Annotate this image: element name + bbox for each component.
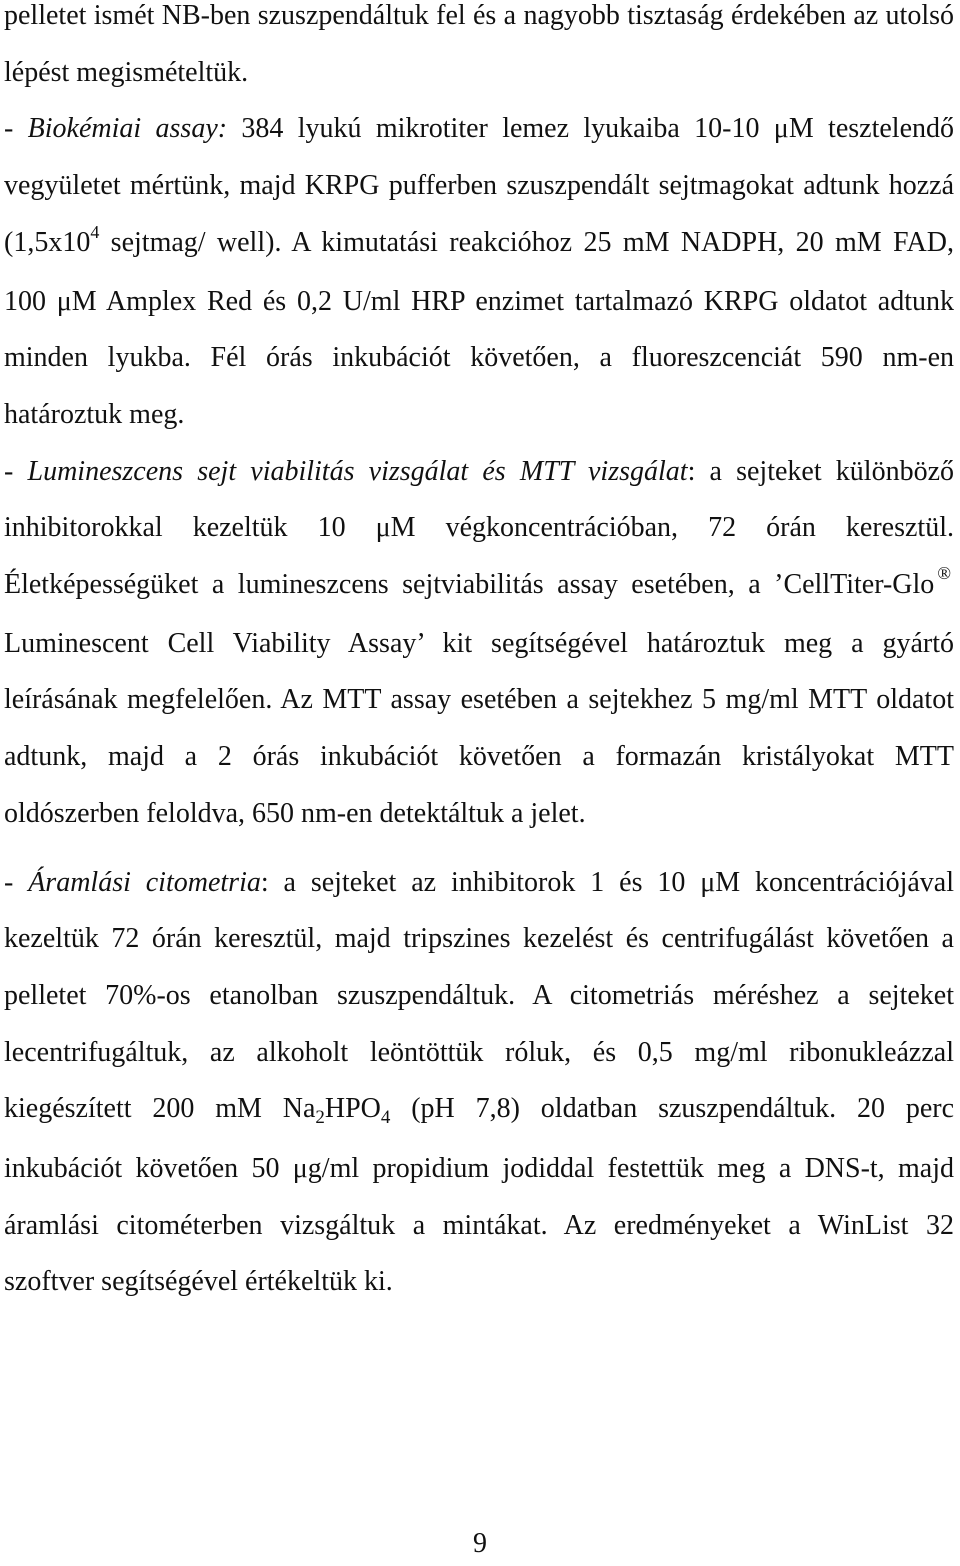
paragraph-viability-mtt bbox=[4, 444, 954, 843]
paragraph-biochemical-assay bbox=[4, 101, 954, 443]
list-dash: - bbox=[4, 113, 28, 145]
page-number: 9 bbox=[473, 1528, 487, 1559]
subscript: 2 bbox=[315, 1107, 325, 1129]
paragraph-text: HPO bbox=[324, 1093, 381, 1125]
section-title: Lumineszcens sejt viabilitás vizsgálat és MTT vizsgálat bbox=[27, 455, 688, 487]
superscript: 4 bbox=[90, 221, 100, 242]
paragraph-flow-cytometry bbox=[4, 855, 954, 1312]
paragraph-text: : a sejteket különböző inhibitorokkal kezeltük 10 μM végkoncentrációban, 72 órán keresztül. Életképességüket a lumineszcens sejtviabilitás assay esetében, a ’CellTiter-Glo bbox=[4, 455, 954, 601]
registered-mark: ® bbox=[937, 563, 951, 584]
subscript: 4 bbox=[380, 1107, 391, 1129]
section-title: Áramlási citometria bbox=[28, 866, 261, 898]
paragraph-text: : a sejteket az inhibitorok 1 és 10 μM koncentrációjával kezeltük 72 órán keresztül, majd tripszines kezelést és centrifugálást követően a pelletet 70%-os etanolban szuszpendáltuk. A citometriás méréshez a sejteket lecentrifugáltuk, az alkoholt leöntöttük róluk, és 0,5 mg/ml ribonukleázzal kiegészített 200 mM Na bbox=[4, 866, 955, 1125]
section-title: Biokémiai assay: bbox=[27, 113, 228, 145]
paragraph-text: 384 lyukú mikrotiter lemez lyukaiba 10-10 μM tesztelendő vegyületet mértünk, majd KRPG pufferben szuszpendált sejtmagokat adtunk hozzá (1,5x10 bbox=[4, 113, 955, 258]
list-dash: - bbox=[4, 866, 29, 898]
paragraph-text: (pH 7,8) oldatban szuszpendáltuk. 20 perc inkubációt követően 50 μg/ml propidium jodiddal festettük meg a DNS-t, majd áramlási citométerben vizsgáltuk a mintákat. Az eredményeket a WinList 32 szoftver segítségével értékeltük ki. bbox=[4, 1093, 954, 1298]
list-dash: - bbox=[4, 455, 28, 487]
paragraph-text: sejtmag/ well). A kimutatási reakcióhoz 25 mM NADPH, 20 mM FAD, 100 μM Amplex Red és 0,2 U/ml HRP enzimet tartalmazó KRPG oldatot adtunk minden lyukba. Fél órás inkubációt követően, a fluoreszcenciát 590 nm-en határoztuk meg. bbox=[4, 226, 954, 430]
paragraph-text: Luminescent Cell Viability Assay’ kit segítségével határoztuk meg a gyártó leírásának megfelelően. Az MTT assay esetében a sejtekhez 5 mg/ml MTT oldatot adtunk, majd a 2 órás inkubációt követően a formazán kristályokat MTT oldószerben feloldva, 650 nm-en detektáltuk a jelet. bbox=[4, 627, 954, 829]
paragraph-continuation bbox=[4, 0, 954, 101]
paragraph-text: pelletet ismét NB-ben szuszpendáltuk fel és a nagyobb tisztaság érdekében az utolsó lépést megismételtük. bbox=[4, 0, 954, 88]
